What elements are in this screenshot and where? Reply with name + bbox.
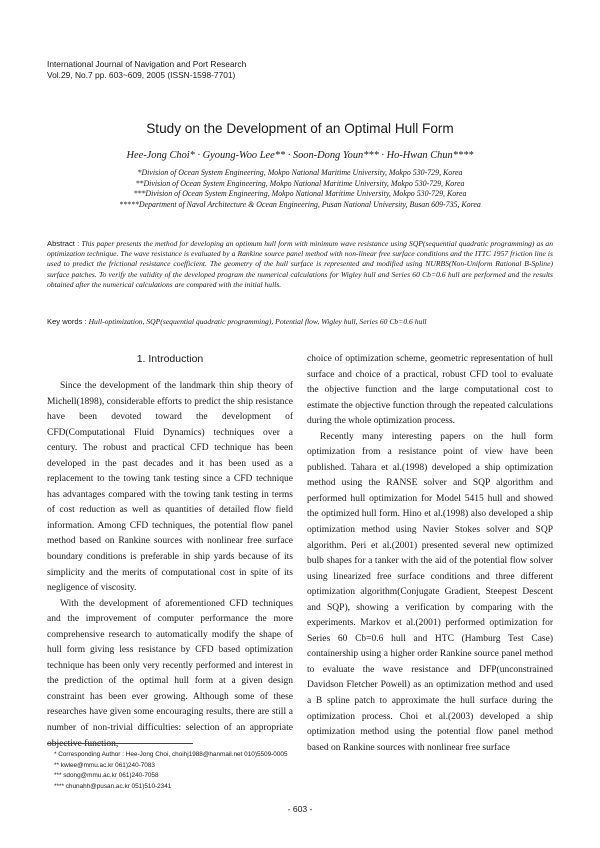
author-list: Hee-Jong Choi* · Gyoung-Woo Lee** · Soon-Dong Youn*** · Ho-Hwan Chun**** bbox=[126, 150, 474, 161]
affiliation-4: *****Department of Naval Architecture & Ocean Engineering, Pusan National University, Busan 609-735, Korea bbox=[119, 199, 481, 209]
abstract bbox=[47, 239, 553, 290]
intro-paragraph-1: Since the development of the landmark thin ship theory of Michell(1898), considerable efforts to predict the ship resistance have been devoted toward the development of CFD(Computational Fluid Dynamics) techniques over a century. The robust and practical CFD technique has been developed in the past decades and it has been used as a replacement to the towing tank testing since a CFD technique has advantages compared with the towing tank testing in terms of cost reduction as well as quantities of detailed flow field information. Among CFD techniques, the potential flow panel method based on Rankine sources with nonlinear free surface boundary conditions is preferable in ship yards because of its simplicity and the merits of computational cost in spite of its negligence of viscosity. bbox=[47, 381, 293, 594]
intro-paragraph-2: With the development of aforementioned CFD techniques and the improvement of computer performance the more comprehensive research to automatically modify the shape of hull form giving less resistance by CFD based optimization technique has been only very recently performed and interest in the prediction of the optimal hull form at a given design constraint has been ever growing. Although some of these researches have given some encouraging results, there are still a number of non-trivial difficulties: selection of an appropriate objective function, bbox=[47, 598, 293, 749]
footnote-author-2: ** kwlee@mmu.ac.kr 061)240-7083 bbox=[54, 761, 155, 769]
affiliations bbox=[0, 168, 600, 210]
journal-header bbox=[47, 59, 246, 81]
footnote-author-3: *** sdong@mmu.ac.kr 061)240-7058 bbox=[54, 772, 159, 780]
affiliation-3: ***Division of Ocean System Engineering, Mokpo National Maritime University, Mokpo 530-729, Korea bbox=[133, 189, 467, 199]
right-column bbox=[307, 352, 553, 756]
keywords-label: Key words : bbox=[47, 317, 87, 326]
paper-title: Study on the Development of an Optimal Hull Form bbox=[146, 121, 454, 136]
abstract-text: This paper presents the method for developing an optimum hull form with minimum wave resistance using SQP(sequential quadratic programming) as an optimization technique. The wave resistance is evaluated by a Rankine source panel method with non-linear free surface conditions and the ITTC 1957 friction line is used to predict the frictional resistance coefficient. The geometry of the hull surface is represented and modified using NURBS(Non-Uniform Rational B-Spline) surface patches. To verify the validity of the developed program the numerical calculations for Wigley hull and Series 60 Cb=0.6 hull are performed and the results obtained after the numerical calculations are compared with the initial hulls. bbox=[47, 239, 554, 289]
keywords bbox=[47, 317, 553, 327]
footnote-corresponding-author: * Corresponding Author : Hee-Jong Choi, choihj1988@hanmail.net 010)5509-0005 bbox=[54, 751, 288, 758]
footnote-divider bbox=[47, 743, 193, 744]
affiliation-1: *Division of Ocean System Engineering, Mokpo National Maritime University, Mokpo 530-729, Korea bbox=[137, 168, 463, 177]
page-number: - 603 - bbox=[287, 804, 313, 814]
left-column bbox=[47, 352, 293, 752]
affiliation-2: **Division of Ocean System Engineering, Mokpo National Maritime University, Mokpo 530-729, Korea bbox=[135, 178, 465, 188]
journal-volume: Vol.29, No.7 pp. 603~609, 2005 (ISSN-1598-7701) bbox=[47, 70, 236, 80]
footnote-author-4: **** chunahh@pusan.ac.kr 051)510-2341 bbox=[54, 782, 172, 790]
intro-paragraph-4: Recently many interesting papers on the hull form optimization from a resistance point of view have been published. Tahara et al.(1998) developed a ship optimization method using the RANSE solver and SQP algorithm and performed hull optimization for Model 5415 hull and showed the optimized hull form. Hino et al.(1998) also developed a ship optimization method using Navier Stokes solver and SQP algorithm. Peri et al.(2001) presented several new optimized bulb shapes for a tanker with the aid of the potential flow solver using linearized free surface conditions and three different optimization algorithm(Conjugate Gradient, Steepest Descent and SQP), showing a verification by comparing with the experiments. Markov et al.(2001) performed optimization for Series 60 Cb=0.6 hull and HTC (Hamburg Test Case) containership using a higher order Rankine source panel method to evaluate the wave resistance and DFP(unconstrained Davidson Fletcher Powell) as an optimization method and used a B spline patch to approximate the hull surface during the optimization process. Choi et al.(2003) developed a ship optimization method using the potential flow panel method based on Rankine sources with nonlinear free surface bbox=[307, 431, 553, 753]
journal-name: International Journal of Navigation and Port Research bbox=[47, 59, 247, 69]
abstract-label: Abstract : bbox=[47, 239, 80, 248]
intro-paragraph-3: choice of optimization scheme, geometric representation of hull surface and choice of a practical, robust CFD tool to evaluate the objective function and the large computational cost to estimate the objective function through the repeated calculations during the whole optimization process. bbox=[307, 354, 553, 427]
section-heading-introduction: 1. Introduction bbox=[136, 353, 204, 365]
footnotes bbox=[54, 750, 288, 792]
keywords-text: Hull-optimization, SQP(sequential quadratic programming), Potential flow, Wigley hull, Series 60 Cb=0.6 hull bbox=[88, 317, 427, 326]
